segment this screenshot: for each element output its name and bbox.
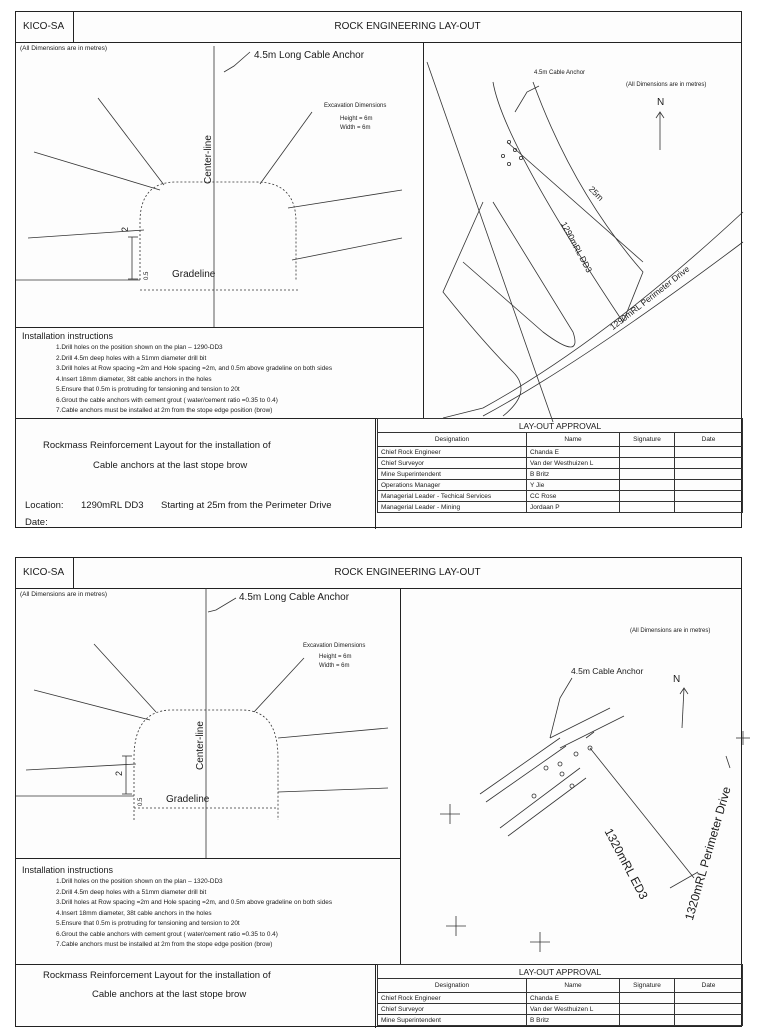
date-cell [675,993,743,1004]
company-name: KICO-SA [16,12,74,42]
signature-cell [620,458,675,469]
date-cell [675,458,743,469]
sheet-header [16,558,741,589]
excavation-heading: Excavation Dimensions [303,643,366,649]
instruction-item: 4.Insert 18mm diameter, 38t cable anchors in the holes [56,375,212,383]
cross-section-drawing [16,42,423,327]
plan-distance-label: 25m [586,184,606,203]
plan-dimensions-note: (All Dimensions are in metres) [630,628,711,634]
name-cell: Van der Westhuizen L [527,458,620,469]
panel-divider [375,964,376,1028]
plan-anchor-label: 4.5m Cable Anchor [534,70,586,76]
north-arrow [682,688,684,728]
instruction-item: 7.Cable anchors must be installed at 2m from the stope edge position (brow) [56,941,273,948]
cable-anchor-label: 4.5m Long Cable Anchor [254,50,365,61]
instruction-item: 5.Ensure that 0.5m is protruding for tensioning and tension to 20t [56,920,240,927]
dimension-two-label: 2 [120,226,130,232]
instruction-item: 3.Drill holes at Row spacing =2m and Hole spacing =2m, and 0.5m above gradeline on both sides [56,899,333,906]
location-value: 1290mRL DD3 [81,500,144,511]
cable-anchor-line [34,690,150,720]
name-cell: Jordaan P [527,502,620,513]
approval-row [378,469,743,480]
instruction-item: 2.Drill 4.5m deep holes with a 51mm diameter drill bit [56,888,207,896]
date-cell [675,447,743,458]
approval-header: Name [527,433,620,447]
signature-cell [620,480,675,491]
layout-description-line1: Rockmass Reinforcement Layout for the installation of [43,970,271,981]
plan-perimeter-label: 1290mRL Perimeter Drive [608,263,692,332]
cross-section-drawing [16,588,400,858]
layout-description-line2: Cable anchors at the last stope brow [93,460,248,471]
excavation-width: Width = 6m [340,125,371,131]
approval-row [378,458,743,469]
dimensions-note: (All Dimensions are in metres) [20,45,108,52]
name-cell: Van der Westhuizen L [527,1004,620,1015]
excavation-outline [140,182,296,280]
drive-outline [493,82,643,322]
plan-anchor-label: 4.5m Cable Anchor [571,666,644,676]
cable-anchor-line [98,98,164,185]
approval-header: Signature [620,433,675,447]
drive-outline [560,716,624,748]
signature-cell [620,447,675,458]
approval-header: Designation [378,979,527,993]
designation-cell: Operations Manager [378,480,527,491]
approval-row [378,993,743,1004]
cable-anchor-line [292,238,402,260]
cable-anchor-line [254,658,304,712]
excavation-height: Height = 6m [319,654,352,660]
name-cell: Chanda E [527,447,620,458]
signature-cell [620,502,675,513]
approval-row [378,502,743,513]
layout-sheet-1 [15,11,742,528]
cable-anchor-label: 4.5m Long Cable Anchor [239,592,350,603]
approval-title: LAY-OUT APPROVAL [378,419,743,433]
instruction-item: 4.Insert 18mm diameter, 38t cable anchors in the holes [56,909,212,917]
instructions-list [56,343,332,417]
cable-anchor-line [94,644,156,712]
plan-perimeter-label: 1320mRL Perimeter Drive [682,785,734,922]
cable-anchor-line [34,152,160,190]
plan-drawing [423,42,743,418]
instruction-item: 6.Grout the cable anchors with cement grout ( water/cement ratio =0.35 to 0.4) [56,396,278,404]
date-cell [675,502,743,513]
designation-cell: Chief Rock Engineer [378,993,527,1004]
dimension-half-label: 0.5 [138,797,144,806]
approval-table [377,964,743,1026]
dimension-two-label: 2 [114,770,124,776]
sheet-title: ROCK ENGINEERING LAY-OUT [334,567,481,578]
drive-outline [550,708,610,738]
approval-header: Date [675,433,743,447]
instruction-item: 1.Drill holes on the position shown on the plan – 1320-DD3 [56,878,223,885]
signature-cell [620,469,675,480]
dimension-half-label: 0.5 [144,271,150,280]
instruction-item: 7.Cable anchors must be installed at 2m from the stope edge position (brow) [56,407,273,414]
anchor-leader-line [515,86,539,112]
distance-line [590,748,694,878]
excavation-width: Width = 6m [319,663,350,669]
designation-cell: Managerial Leader - Techical Services [378,491,527,502]
name-cell: Y Jie [527,480,620,491]
gradeline-label: Gradeline [172,269,216,280]
drive-outline [500,768,580,828]
date-label: Date: [25,517,48,528]
instruction-item: 3.Drill holes at Row spacing =2m and Hole spacing =2m, and 0.5m above gradeline on both sides [56,365,333,372]
designation-cell: Mine Superintendent [378,469,527,480]
instruction-item: 6.Grout the cable anchors with cement grout ( water/cement ratio =0.35 to 0.4) [56,930,278,938]
drive-outline [443,202,521,416]
date-cell [675,469,743,480]
layout-description-line2: Cable anchors at the last stope brow [92,989,247,1000]
centerline-label: Center-line [203,135,214,184]
name-cell: CC Rose [527,491,620,502]
name-cell: B Britz [527,1015,620,1026]
approval-row [378,480,743,491]
layout-description-line1: Rockmass Reinforcement Layout for the installation of [43,440,271,451]
cable-anchor-line [26,764,136,770]
plan-drive-label: 1320mRL ED3 [601,826,651,902]
drive-outline [486,746,566,802]
approval-header: Name [527,979,620,993]
approval-row [378,447,743,458]
north-label: N [657,97,665,108]
approval-row [378,491,743,502]
instructions-heading: Installation instructions [22,865,114,875]
cable-anchor-line [278,728,388,738]
layout-sheet-2 [15,557,742,1027]
designation-cell: Managerial Leader - Mining [378,502,527,513]
excavation-heading: Excavation Dimensions [324,103,387,109]
instruction-item: 2.Drill 4.5m deep holes with a 51mm diameter drill bit [56,354,207,362]
drive-boundary [427,62,553,422]
sheet-header [16,12,741,43]
designation-cell: Chief Rock Engineer [378,447,527,458]
north-label: N [673,674,681,685]
gradeline-label: Gradeline [166,794,210,805]
name-cell: Chanda E [527,993,620,1004]
location-note: Starting at 25m from the Perimeter Drive [161,500,332,511]
section-divider [16,858,400,859]
section-divider [16,327,423,328]
edge-mark [726,756,730,768]
approval-table [377,418,743,513]
designation-cell: Chief Surveyor [378,458,527,469]
instruction-item: 1.Drill holes on the position shown on the plan – 1290-DD3 [56,344,223,351]
instructions-heading: Installation instructions [22,331,114,341]
name-cell: B Britz [527,469,620,480]
excavation-height: Height = 6m [340,116,373,122]
signature-cell [620,993,675,1004]
approval-header: Date [675,979,743,993]
cable-anchor-line [260,112,312,184]
cable-anchor-line [278,788,388,792]
plan-dimensions-note: (All Dimensions are in metres) [626,82,707,88]
location-label: Location: [25,500,64,511]
date-cell [675,480,743,491]
cable-anchor-line [288,190,402,208]
instructions-list [56,877,332,951]
approval-header: Signature [620,979,675,993]
signature-cell [620,1004,675,1015]
signature-cell [620,491,675,502]
designation-cell: Chief Surveyor [378,1004,527,1015]
date-cell [675,1004,743,1015]
approval-row [378,1004,743,1015]
instruction-item: 5.Ensure that 0.5m is protruding for tensioning and tension to 20t [56,386,240,393]
panel-divider [375,418,376,529]
drive-outline [508,778,586,836]
sheet-title: ROCK ENGINEERING LAY-OUT [334,21,481,32]
approval-title: LAY-OUT APPROVAL [378,965,743,979]
company-name: KICO-SA [16,558,74,588]
dimensions-note: (All Dimensions are in metres) [20,591,108,598]
anchor-leader-line [208,598,236,612]
anchor-leader-line [224,52,250,72]
plan-drive-label: 1290mRL DD3 [559,220,595,275]
date-cell [675,491,743,502]
approval-header: Designation [378,433,527,447]
centerline-label: Center-line [195,721,206,770]
drive-outline [480,738,560,794]
designation-cell: Mine Superintendent [378,1015,527,1026]
perimeter-drive-edge [443,212,743,418]
